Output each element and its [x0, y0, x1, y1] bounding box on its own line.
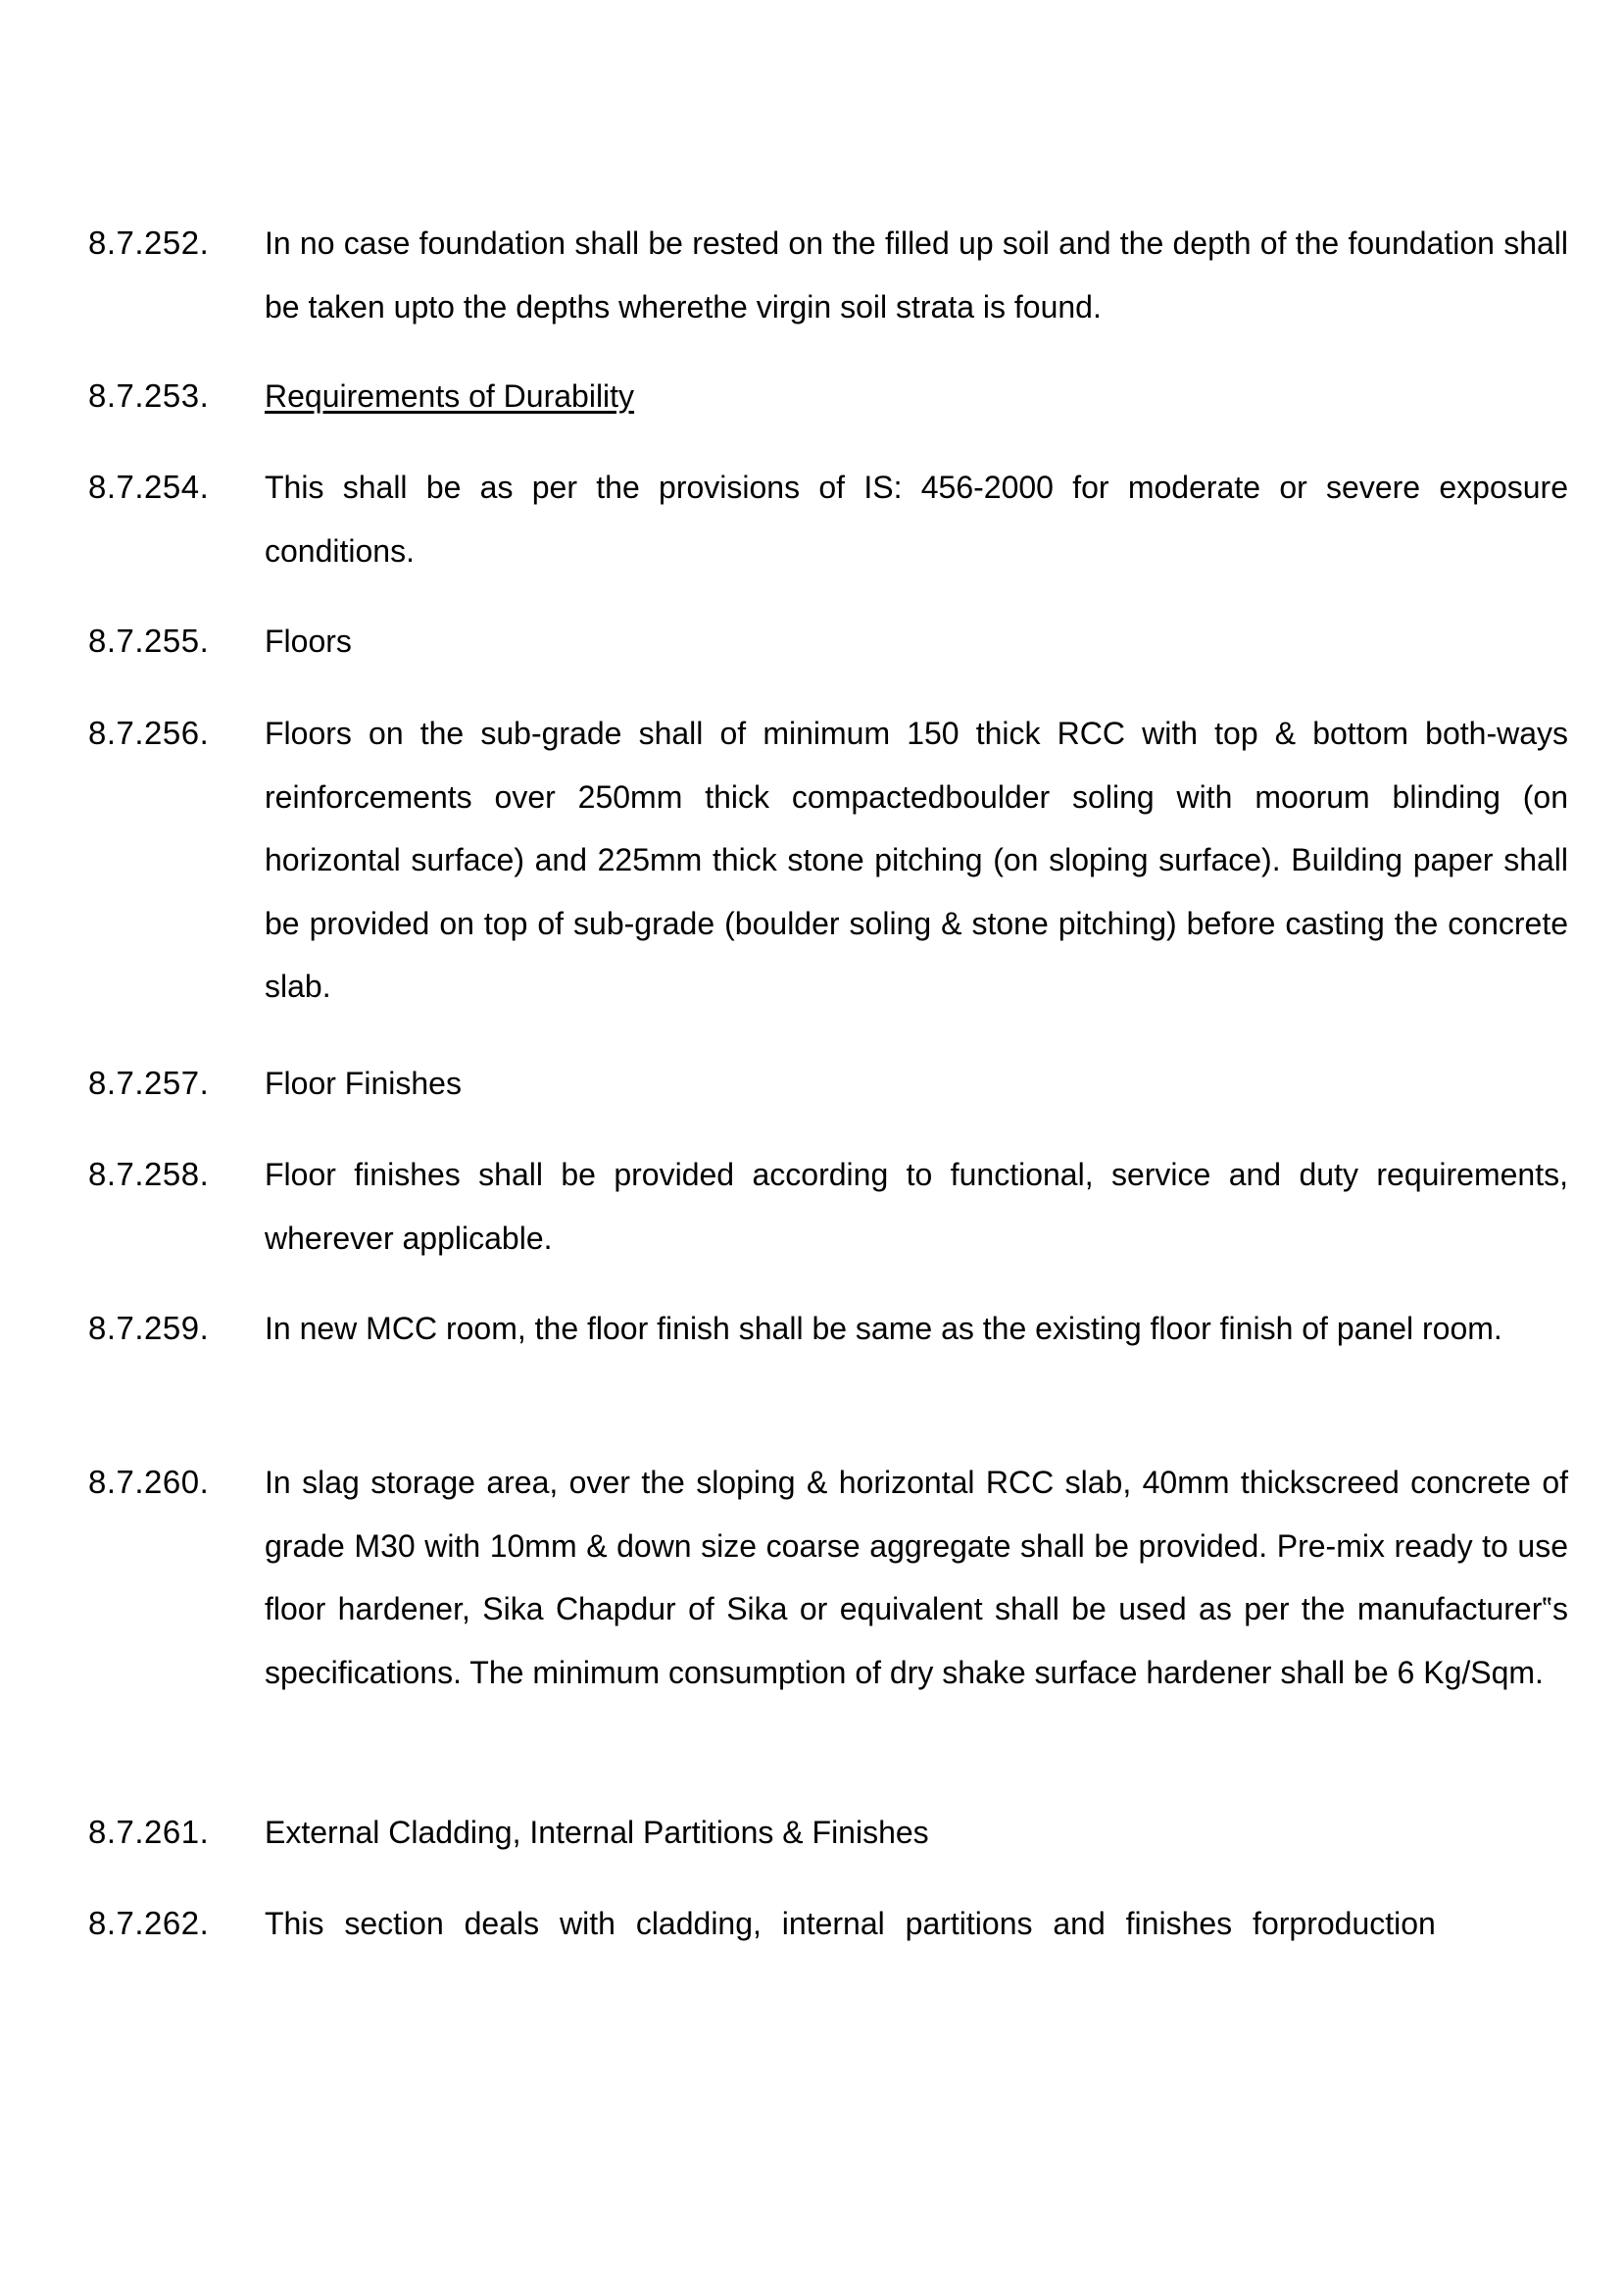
clause-text: Floors on the sub-grade shall of minimum 150 thick RCC with top & bottom both-ways reinforcements over 250mm thick compactedboulder soling with moorum blinding (on horizontal surface) and 225mm thick stone pitching (on sloping surface). Building paper shall be provided on top of sub-grade (boulder soling & stone pitching) before casting the concrete slab.	[265, 716, 1568, 1004]
clause-number: 8.7.261.	[88, 1814, 210, 1850]
clause-text: This section deals with cladding, internal partitions and finishes forproduction	[265, 1906, 1436, 1941]
clause-number: 8.7.256.	[88, 715, 210, 751]
clause-text: In new MCC room, the floor finish shall be same as the existing floor finish of panel room.	[265, 1311, 1502, 1346]
section-heading-cladding: External Cladding, Internal Partitions & Finishes	[265, 1815, 929, 1850]
clause-number: 8.7.258.	[88, 1156, 210, 1192]
clause-text: This shall be as per the provisions of IS: 456-2000 for moderate or severe exposure conditions.	[265, 470, 1568, 569]
clause-number: 8.7.259.	[88, 1310, 210, 1346]
clause-number: 8.7.254.	[88, 469, 210, 505]
section-heading-floor-finishes: Floor Finishes	[265, 1066, 462, 1101]
clause-number: 8.7.255.	[88, 623, 210, 659]
section-heading-durability: Requirements of Durability	[265, 378, 635, 414]
clause-number: 8.7.252.	[88, 225, 210, 261]
section-heading-floors: Floors	[265, 624, 352, 659]
clause-text: In no case foundation shall be rested on the filled up soil and the depth of the foundation shall be taken upto the depths wherethe virgin soil strata is found.	[265, 225, 1568, 324]
clause-number: 8.7.262.	[88, 1905, 210, 1941]
clause-text: In slag storage area, over the sloping & horizontal RCC slab, 40mm thickscreed concrete of grade M30 with 10mm & down size coarse aggregate shall be provided. Pre-mix ready to use floor hardener, Sika Chapdur of Sika or equivalent shall be used as per the manufacturer‟s specifications. The minimum consumption of dry shake surface hardener shall be 6 Kg/Sqm.	[265, 1465, 1568, 1690]
clause-text: Floor finishes shall be provided according to functional, service and duty requirements, wherever applicable.	[265, 1157, 1568, 1256]
clause-number: 8.7.260.	[88, 1464, 210, 1500]
clause-number: 8.7.257.	[88, 1065, 210, 1101]
clause-number: 8.7.253.	[88, 377, 210, 414]
